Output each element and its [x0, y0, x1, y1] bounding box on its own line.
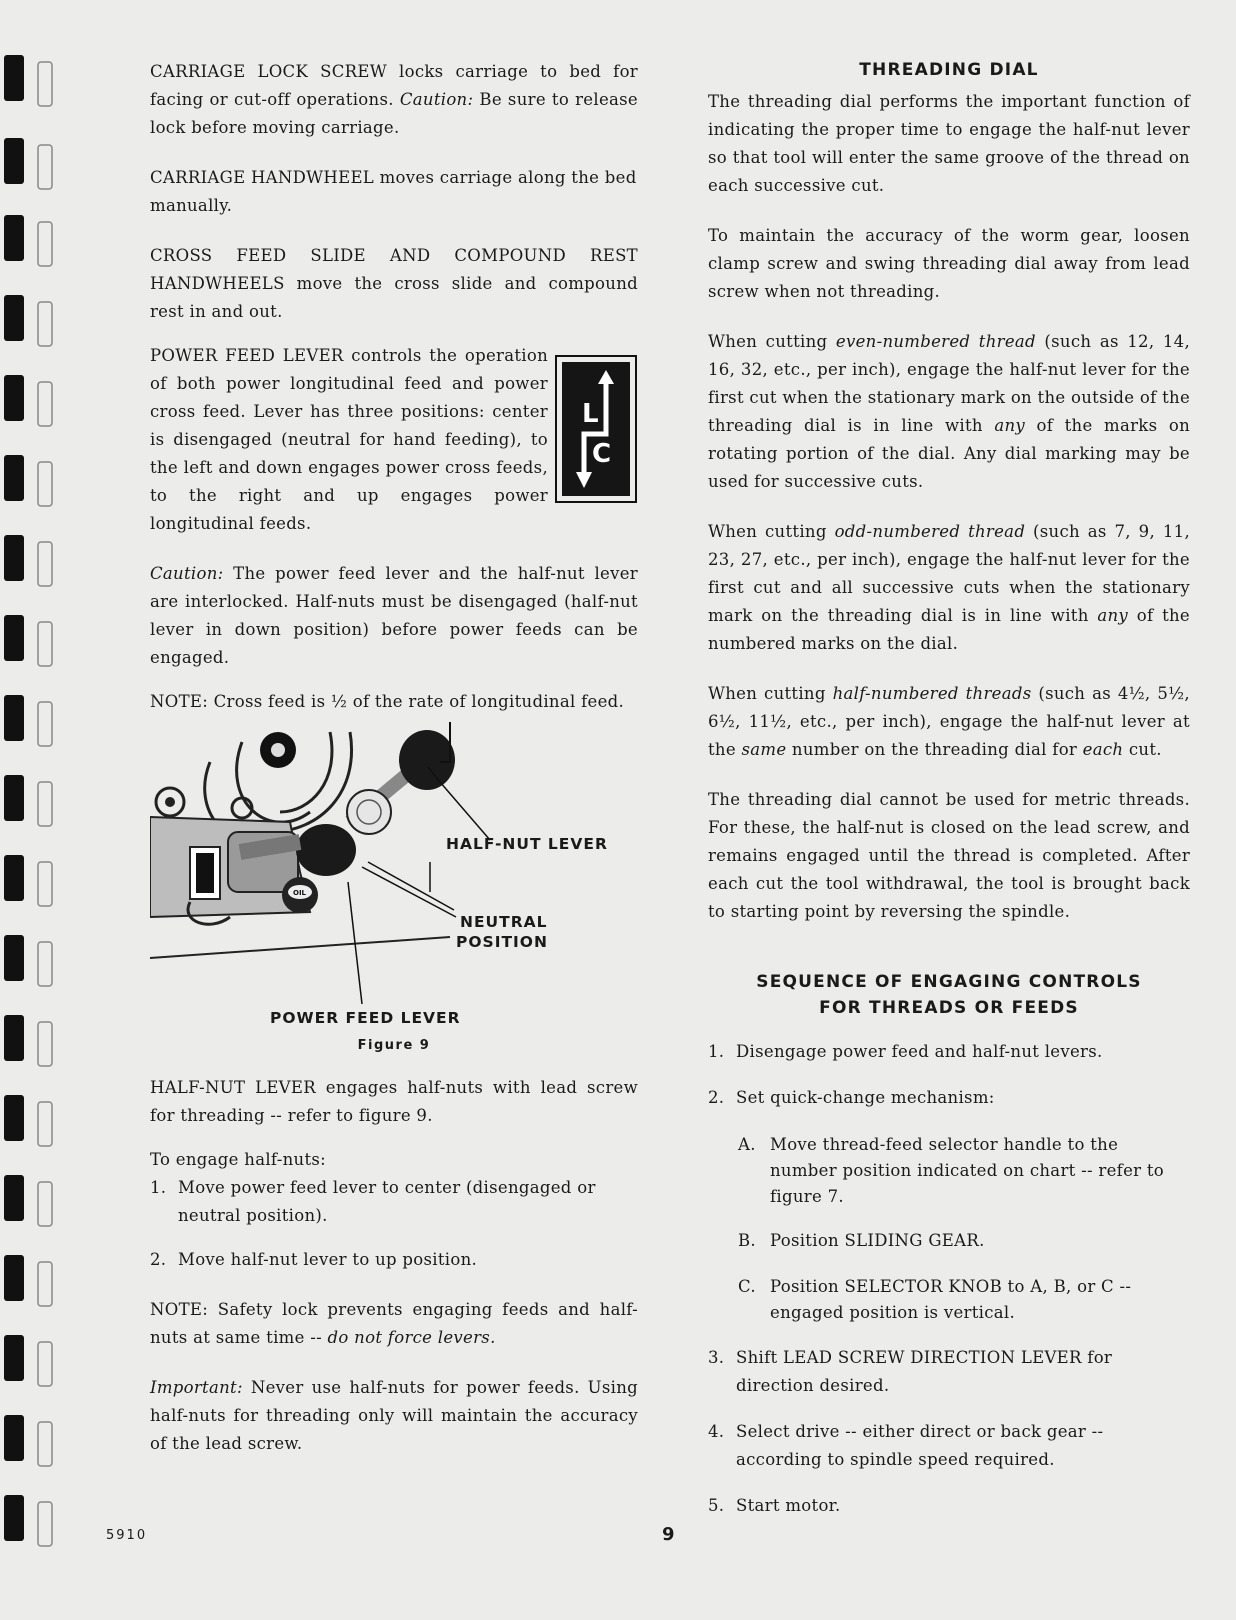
list-item: [708, 1418, 1190, 1474]
note-2-label: NOTE:: [150, 1300, 209, 1319]
list-item: [708, 1084, 1190, 1112]
cross-feed-term: CROSS FEED SLIDE AND COMPOUND REST HANDWHEELS: [150, 246, 638, 293]
sub-item-text: Position SLIDING GEAR.: [770, 1231, 985, 1250]
list-item-text: Select drive -- either direct or back gear -- according to spindle speed required.: [736, 1422, 1104, 1469]
cross-feed-paragraph: [150, 242, 638, 326]
half-text-c: number on the threading dial for: [786, 740, 1083, 759]
carriage-lock-paragraph: [150, 58, 638, 142]
list-item: [150, 1246, 638, 1274]
spiral-binding: [0, 0, 70, 1620]
odd-text-b: (such as 7, 9, 11, 23, 27, etc., per inch), engage the half-nut lever for the first cut and all successive cuts when the stationary mark on the threading dial is in line with: [708, 522, 1191, 625]
document-code: 5910: [106, 1528, 148, 1543]
sequence-heading-line-2: FOR THREADS OR FEEDS: [819, 998, 1079, 1018]
power-feed-paragraph: [150, 342, 548, 538]
list-item: [708, 1038, 1190, 1066]
even-text-a: When cutting: [708, 332, 836, 351]
even-text-b: (such as 12, 14, 16, 32, etc., per inch), engage the half-nut lever for the first cut when the stationary mark on the outside of the threading dial is in line with: [708, 332, 1191, 435]
oil-cap-label: OIL: [293, 889, 307, 897]
odd-thread-paragraph: [708, 518, 1190, 658]
neutral-label-line-2: POSITION: [456, 933, 548, 951]
even-text-c: of the marks on rotating portion of the dial. Any dial marking may be used for successive cuts.: [708, 416, 1190, 491]
caution-2-label: Caution:: [150, 564, 224, 583]
right-column: [708, 58, 1190, 1520]
odd-text-c: of the numbered marks on the dial.: [708, 606, 1190, 653]
sub-item-letter: C.: [738, 1277, 756, 1296]
carriage-handwheel-text: moves carriage along the bed manually.: [150, 168, 637, 215]
half-thread-paragraph: [708, 680, 1190, 764]
engage-half-nuts-list: [150, 1174, 638, 1274]
note-2-text: Safety lock prevents engaging feeds and half-nuts at same time --: [150, 1300, 638, 1347]
caution-label: Caution:: [399, 90, 474, 109]
page-number: 9: [662, 1524, 675, 1545]
note-1-label: NOTE:: [150, 692, 209, 711]
even-any: any: [994, 416, 1026, 435]
half-each: each: [1082, 740, 1124, 759]
list-item-number: 1.: [708, 1042, 725, 1061]
carriage-lock-text-2: Be sure to release lock before moving carriage.: [150, 90, 638, 137]
important-label: Important:: [150, 1378, 243, 1397]
sub-list-item: [708, 1274, 1190, 1326]
note-2-italic: do not force levers.: [327, 1328, 496, 1347]
list-item-text: Set quick-change mechanism:: [736, 1088, 995, 1107]
list-item: [708, 1344, 1190, 1400]
list-item: [708, 1492, 1190, 1520]
note-safety-lock: [150, 1296, 638, 1352]
even-italic: even-numbered thread: [835, 332, 1036, 351]
list-item-number: 2.: [708, 1088, 725, 1107]
carriage-lock-text-1: locks carriage to bed for facing or cut-off operations.: [150, 62, 638, 109]
list-item-number: 3.: [708, 1348, 725, 1367]
note-1-text-b: of the rate of longitudinal feed.: [347, 692, 625, 711]
sequence-list: [708, 1038, 1190, 1520]
list-item: [150, 1174, 638, 1230]
carriage-handwheel-term: CARRIAGE HANDWHEEL: [150, 168, 375, 187]
half-italic: half-numbered threads: [832, 684, 1032, 703]
carriage-handwheel-paragraph: [150, 164, 638, 220]
note-1-text-a: Cross feed is: [208, 692, 331, 711]
carriage-lock-term: CARRIAGE LOCK SCREW: [150, 62, 387, 81]
sub-item-letter: B.: [738, 1231, 756, 1250]
half-nut-lever-label: HALF-NUT LEVER: [446, 835, 608, 853]
half-nut-text: engages half-nuts with lead screw for threading -- refer to figure 9.: [150, 1078, 638, 1125]
list-item-text: Start motor.: [736, 1496, 841, 1515]
caution-paragraph: [150, 560, 638, 672]
left-column: [150, 58, 638, 1458]
power-feed-section: [150, 342, 638, 538]
sequence-heading-line-1: SEQUENCE OF ENGAGING CONTROLS: [756, 972, 1142, 992]
sub-list-item: [708, 1228, 1190, 1254]
figure-9: [150, 722, 638, 1052]
worm-gear-paragraph: To maintain the accuracy of the worm gear, loosen clamp screw and swing threading dial away from lead screw when not threading.: [708, 226, 1190, 301]
lever-icon-letter-bottom: C: [592, 439, 612, 469]
sub-item-letter: A.: [738, 1135, 756, 1154]
half-text-b: (such as 4½, 5½, 6½, 11½, etc., per inch), engage the half-nut lever at the: [708, 684, 1190, 759]
lever-position-icon: [554, 354, 638, 504]
list-item-number: 4.: [708, 1422, 725, 1441]
list-item-number: 5.: [708, 1496, 725, 1515]
caution-2-text: The power feed lever and the half-nut lever are interlocked. Half-nuts must be disengaged (half-nut lever in down position) before power feeds can be engaged.: [150, 564, 638, 667]
sub-item-text: Move thread-feed selector handle to the number position indicated on chart -- refer to figure 7.: [770, 1135, 1165, 1206]
threading-dial-heading: THREADING DIAL: [859, 60, 1039, 80]
list-item-number: 2.: [150, 1250, 167, 1269]
power-feed-text: controls the operation of both power longitudinal feed and power cross feed. Lever has three positions: center is disengaged (neutral for hand feeding), to the left and down engages power cross feeds, to the right and up engages power longitudinal feeds.: [150, 346, 548, 533]
odd-text-a: When cutting: [708, 522, 835, 541]
odd-any: any: [1097, 606, 1129, 625]
sub-list-item: [708, 1132, 1190, 1210]
lever-icon-letter-top: L: [582, 399, 599, 429]
figure-caption: Figure 9: [357, 1038, 431, 1053]
list-item-text: Shift LEAD SCREW DIRECTION LEVER for direction desired.: [736, 1348, 1113, 1395]
note-cross-feed: [150, 688, 638, 716]
power-feed-lever-label: POWER FEED LEVER: [270, 1009, 461, 1027]
note-1-fraction: ½: [330, 692, 348, 711]
cross-feed-text: move the cross slide and compound rest in and out.: [150, 274, 638, 321]
metric-paragraph: The threading dial cannot be used for metric threads. For these, the half-nut is closed on the lead screw, and remains engaged until the thread is completed. After each cut the tool withdrawal, the tool is brought back to starting point by reversing the spindle.: [708, 790, 1190, 921]
important-paragraph: [150, 1374, 638, 1458]
list-item-text: Disengage power feed and half-nut levers.: [736, 1042, 1103, 1061]
half-nut-paragraph: [150, 1074, 638, 1130]
to-engage-heading: To engage half-nuts:: [150, 1150, 327, 1169]
even-thread-paragraph: [708, 328, 1190, 496]
half-same: same: [741, 740, 787, 759]
odd-italic: odd-numbered thread: [834, 522, 1026, 541]
power-feed-term: POWER FEED LEVER: [150, 346, 344, 365]
half-text-a: When cutting: [708, 684, 833, 703]
list-item-text: Move power feed lever to center (disengaged or neutral position).: [178, 1178, 596, 1225]
lathe-apron-illustration: [150, 722, 638, 1052]
half-nut-term: HALF-NUT LEVER: [150, 1078, 316, 1097]
threading-dial-intro: The threading dial performs the important function of indicating the proper time to engage the half-nut lever so that tool will enter the same groove of the thread on each successive cut.: [708, 92, 1190, 195]
list-item-number: 1.: [150, 1178, 167, 1197]
list-item-text: Move half-nut lever to up position.: [178, 1250, 478, 1269]
half-text-d: cut.: [1123, 740, 1162, 759]
important-text: Never use half-nuts for power feeds. Using half-nuts for threading only will maintain the accuracy of the lead screw.: [150, 1378, 638, 1453]
neutral-label-line-1: NEUTRAL: [460, 913, 548, 931]
sub-item-text: Position SELECTOR KNOB to A, B, or C -- engaged position is vertical.: [770, 1277, 1132, 1322]
